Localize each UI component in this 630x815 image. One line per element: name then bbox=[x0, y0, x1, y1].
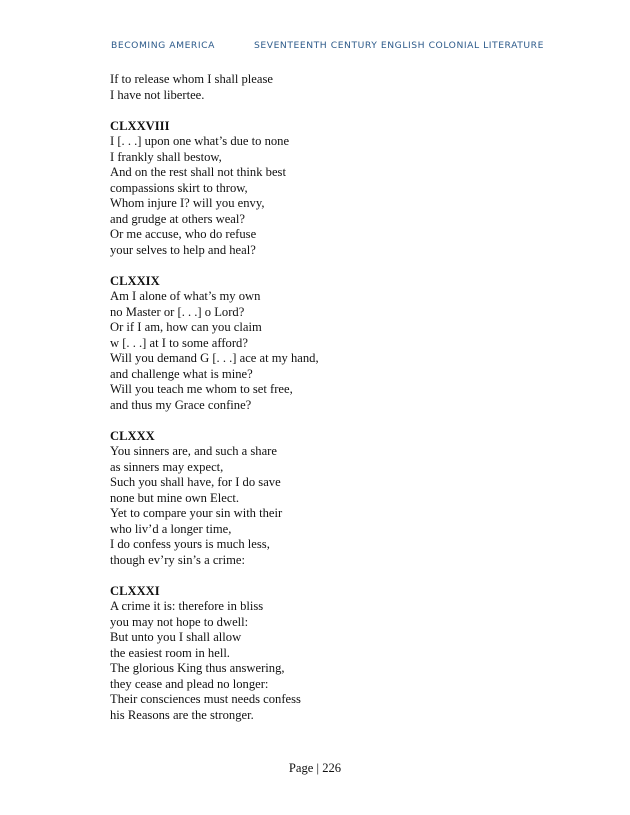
poem-line: If to release whom I shall please bbox=[110, 72, 273, 86]
stanza-clxxx bbox=[110, 429, 530, 569]
poem-line: Their consciences must needs confess bbox=[110, 692, 301, 706]
poem-line: Such you shall have, for I do save bbox=[110, 475, 281, 489]
header-book-title: BECOMING AMERICA bbox=[111, 40, 215, 51]
poem-line: Will you demand G [. . .] ace at my hand, bbox=[110, 351, 319, 365]
page-footer bbox=[0, 761, 630, 776]
poem-line: A crime it is: therefore in bliss bbox=[110, 599, 264, 613]
stanza-clxxxi bbox=[110, 584, 530, 724]
poem-line: Yet to compare your sin with their bbox=[110, 506, 283, 520]
stanza-heading: CLXXX bbox=[110, 428, 155, 443]
running-header bbox=[111, 40, 544, 54]
poem-line: Or if I am, how can you claim bbox=[110, 320, 262, 334]
page-number: Page | 226 bbox=[288, 761, 342, 775]
poem-line: But unto you I shall allow bbox=[110, 630, 242, 644]
poem-line: w [. . .] at I to some afford? bbox=[110, 335, 248, 350]
poem-line: compassions skirt to throw, bbox=[110, 180, 248, 195]
stanza-clxxix bbox=[110, 274, 530, 414]
stanza-heading: CLXXVIII bbox=[110, 118, 170, 133]
poem-line: who liv’d a longer time, bbox=[110, 521, 232, 536]
poem-line: The glorious King thus answering, bbox=[110, 661, 285, 675]
poem-line: Or me accuse, who do refuse bbox=[110, 227, 257, 241]
poem-line: I [. . .] upon one what’s due to none bbox=[110, 134, 290, 148]
poem-line: I frankly shall bestow, bbox=[110, 149, 222, 164]
poem-line: I do confess yours is much less, bbox=[110, 537, 270, 551]
poem-line: Whom injure I? will you envy, bbox=[110, 196, 265, 210]
poem-line: and challenge what is mine? bbox=[110, 366, 253, 381]
poem-line: Will you teach me whom to set free, bbox=[110, 382, 293, 396]
stanza-heading: CLXXXI bbox=[110, 583, 160, 598]
poem-line: your selves to help and heal? bbox=[110, 242, 256, 257]
poem-line: as sinners may expect, bbox=[110, 459, 224, 474]
poem-line: you may not hope to dwell: bbox=[110, 614, 249, 629]
poem-line: the easiest room in hell. bbox=[110, 645, 230, 660]
poem-line: And on the rest shall not think best bbox=[110, 165, 286, 179]
poem-line: though ev’ry sin’s a crime: bbox=[110, 552, 246, 567]
stanza-heading: CLXXIX bbox=[110, 273, 160, 288]
poem-line: they cease and plead no longer: bbox=[110, 676, 269, 691]
header-section-title: SEVENTEENTH CENTURY ENGLISH COLONIAL LITERATURE bbox=[254, 40, 544, 51]
poem-line: none but mine own Elect. bbox=[110, 490, 240, 505]
poem-line: and grudge at others weal? bbox=[110, 211, 245, 226]
poem-body bbox=[110, 72, 530, 723]
poem-line: Am I alone of what’s my own bbox=[110, 289, 261, 303]
stanza-clxxviii bbox=[110, 119, 530, 259]
stanza-continuation bbox=[110, 72, 530, 103]
poem-line: his Reasons are the stronger. bbox=[110, 707, 254, 722]
poem-line: and thus my Grace confine? bbox=[110, 397, 252, 412]
poem-line: no Master or [. . .] o Lord? bbox=[110, 304, 245, 319]
poem-line: You sinners are, and such a share bbox=[110, 444, 277, 458]
poem-line: I have not libertee. bbox=[110, 87, 205, 102]
